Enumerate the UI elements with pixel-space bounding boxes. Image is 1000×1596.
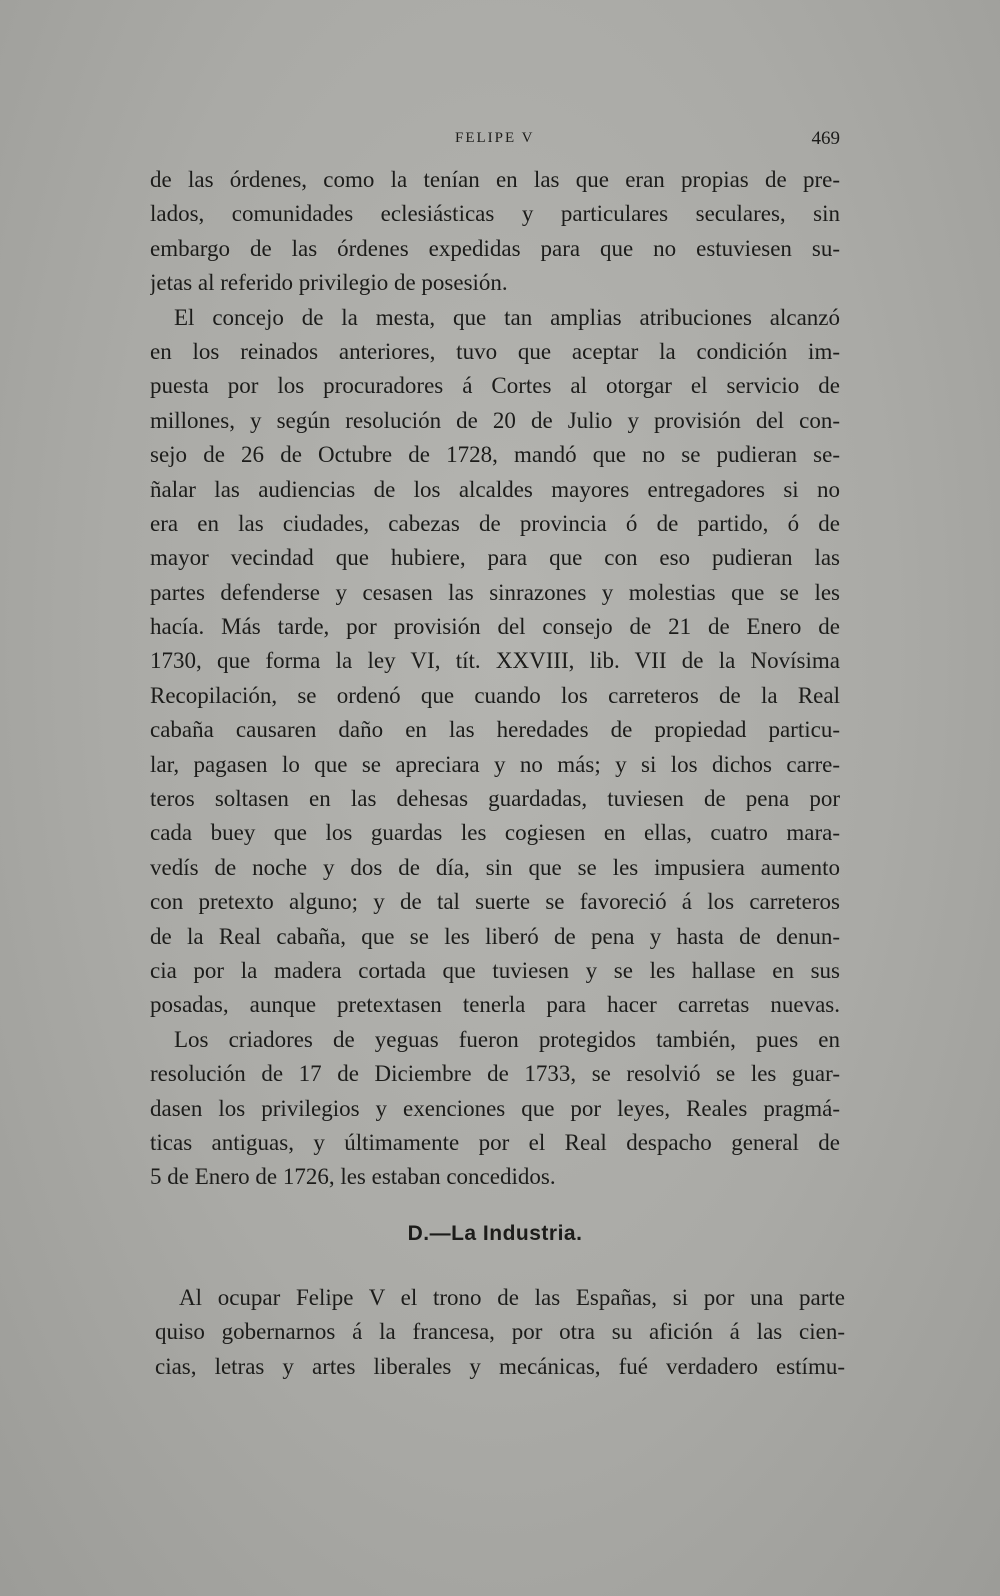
text-line: 1730, que forma la ley VI, tít. XXVIII, lib. VII de la Novísima [150, 648, 840, 674]
text-line: vedís de noche y dos de día, sin que se les impusiera aumento [150, 854, 840, 880]
text-line: posadas, aunque pretextasen tenerla para hacer carretas nuevas. [150, 992, 840, 1018]
text-line: quiso gobernarnos á la francesa, por otra su afición á las cien- [155, 1319, 845, 1345]
text-line: sejo de 26 de Octubre de 1728, mandó que no se pudieran se- [150, 442, 840, 468]
text-line: era en las ciudades, cabezas de provincia ó de partido, ó de [150, 510, 840, 536]
text-line: jetas al referido privilegio de posesión. [150, 270, 508, 296]
text-line: teros soltasen en las dehesas guardadas, tuviesen de pena por [150, 786, 840, 812]
text-line: partes defenderse y cesasen las sinrazones y molestias que se les [150, 579, 840, 605]
section-heading: D.—La Industria. [407, 1222, 583, 1245]
text-line: de la Real cabaña, que se les liberó de pena y hasta de denun- [150, 923, 840, 949]
text-line: dasen los privilegios y exenciones que por leyes, Reales pragmá- [150, 1095, 840, 1121]
text-line: hacía. Más tarde, por provisión del consejo de 21 de Enero de [150, 614, 840, 640]
text-line: puesta por los procuradores á Cortes al otorgar el servicio de [150, 373, 840, 399]
text-line: cias, letras y artes liberales y mecánicas, fué verdadero estímu- [155, 1353, 845, 1379]
text-line: cada buey que los guardas les cogiesen en ellas, cuatro mara- [150, 820, 840, 846]
text-line: resolución de 17 de Diciembre de 1733, se resolvió se les guar- [150, 1061, 840, 1087]
text-line: millones, y según resolución de 20 de Julio y provisión del con- [150, 407, 840, 433]
text-line: de las órdenes, como la tenían en las que eran propias de pre- [150, 167, 840, 192]
text-line: Recopilación, se ordenó que cuando los carreteros de la Real [150, 682, 840, 708]
section-text [155, 1281, 845, 1384]
text-line: Los criadores de yeguas fueron protegidos también, pues en [174, 1026, 840, 1052]
body-text [150, 163, 840, 1195]
text-line: 5 de Enero de 1726, les estaban concedidos. [150, 1164, 556, 1190]
text-line: cabaña causaren daño en las heredades de propiedad particu- [150, 717, 840, 743]
text-line: lar, pagasen lo que se apreciara y no más; y si los dichos carre- [150, 751, 840, 777]
section-heading-wrap [150, 1222, 840, 1246]
text-line: embargo de las órdenes expedidas para que no estuviesen su- [150, 235, 840, 261]
page-number: 469 [811, 128, 840, 149]
running-title: FELIPE V [455, 130, 535, 146]
text-line: lados, comunidades eclesiásticas y particulares seculares, sin [150, 201, 840, 227]
text-line: Al ocupar Felipe V el trono de las Españas, si por una parte [179, 1285, 845, 1310]
text-line: El concejo de la mesta, que tan amplias atribuciones alcanzó [174, 304, 840, 330]
text-line: ñalar las audiencias de los alcaldes mayores entregadores si no [150, 476, 840, 502]
text-line: cia por la madera cortada que tuviesen y se les hallase en sus [150, 957, 840, 983]
text-line: mayor vecindad que hubiere, para que con eso pudieran las [150, 545, 840, 571]
text-line: ticas antiguas, y últimamente por el Real despacho general de [150, 1129, 840, 1155]
running-head [150, 128, 840, 152]
text-line: en los reinados anteriores, tuvo que aceptar la condición im- [150, 338, 840, 364]
text-line: con pretexto alguno; y de tal suerte se favoreció á los carreteros [150, 889, 840, 915]
